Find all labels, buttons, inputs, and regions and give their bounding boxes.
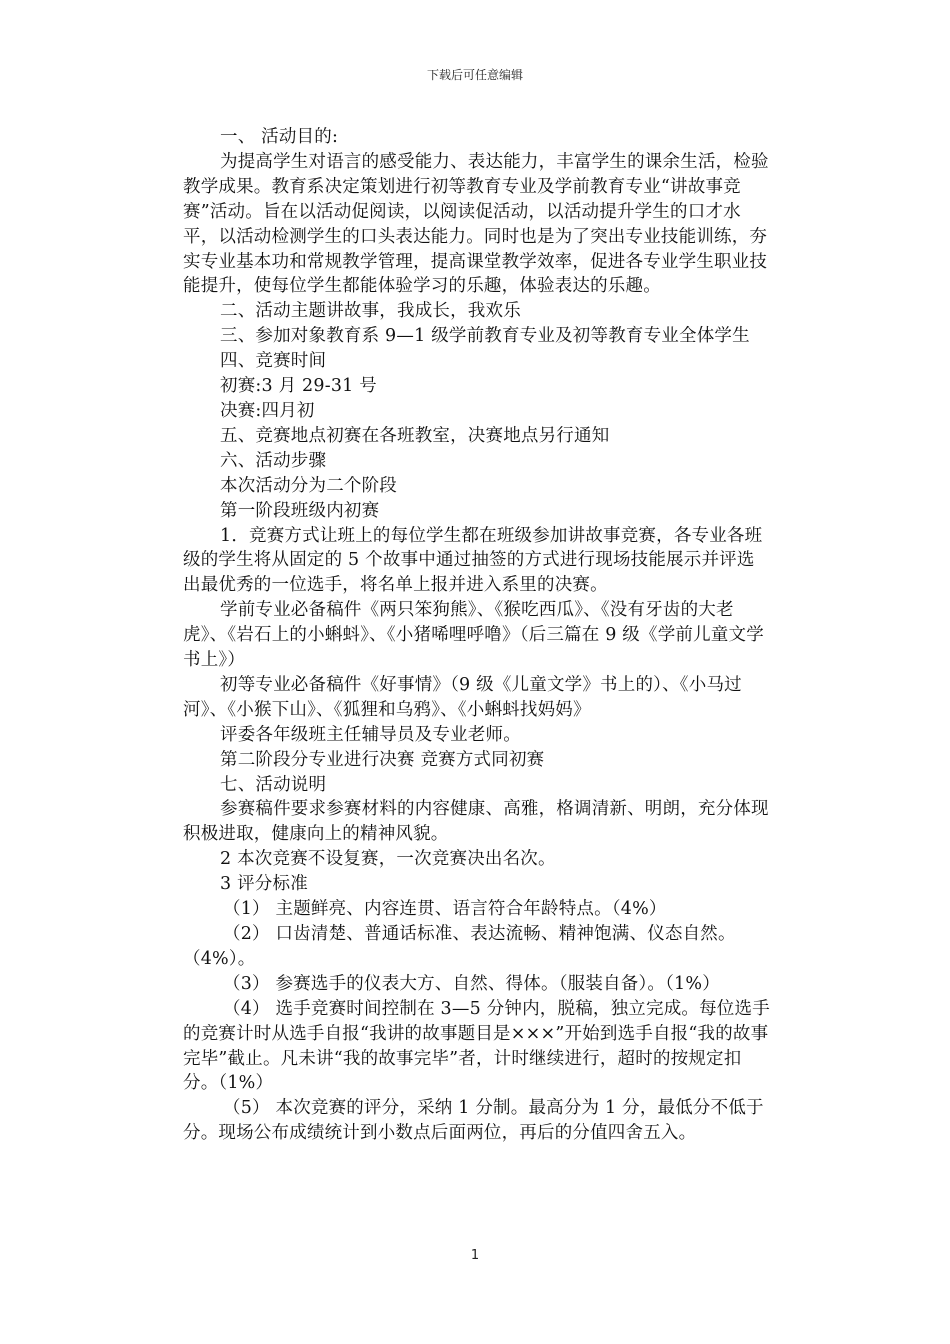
paragraph: 决赛:四月初 [220,400,315,421]
paragraph: 六、活动步骤 [220,450,327,471]
paragraph: 初等专业必备稿件《好事情》（9 级《儿童文学》书上的）、《小马过河》、《小猴下山》、《狐狸和乌鸦》、《小蝌蚪找妈妈》 [183,674,742,720]
paragraph: 二、活动主题讲故事，我成长，我欢乐 [220,301,521,322]
paragraph: 评委各年级班主任辅导员及专业老师。 [220,724,521,745]
paragraph: 学前专业必备稿件《两只笨狗熊》、《猴吃西瓜》、《没有牙齿的大老虎》、《岩石上的小蝌蚪》、《小猪唏哩呼噜》（后三篇在 9 级《学前儿童文学书上》） [183,600,764,671]
paragraph: （2） 口齿清楚、普通话标准、表达流畅、精神饱满、仪态自然。（4%）。 [183,924,736,969]
paragraph: 第二阶段分专业进行决赛 竞赛方式同初赛 [220,749,545,770]
paragraph: （4） 选手竞赛时间控制在 3—5 分钟内，脱稿，独立完成。每位选手的竞赛计时从选手自报“我讲的故事题目是×××”开始到选手自报“我的故事完毕”截止。凡未讲“我的故事完毕”者，计时继续进行，超时的按规定扣分。（1%） [183,998,770,1094]
paragraph: 初赛:3 月 29-31 号 [220,376,377,397]
paragraph: 2 本次竞赛不设复赛，一次竞赛决出名次。 [220,849,556,870]
paragraph: （5） 本次竞赛的评分，采纳 1 分制。最高分为 1 分，最低分不低于分。现场公布成绩统计到小数点后面两位，再后的分值四舍五入。 [183,1098,764,1144]
paragraph: 为提高学生对语言的感受能力、表达能力，丰富学生的课余生活，检验教学成果。教育系决定策划进行初等教育专业及学前教育专业“讲故事竞赛”活动。旨在以活动促阅读，以阅读促活动，以活动提升学生的口才水平，以活动检测学生的口头表达能力。同时也是为了突出专业技能训练，夯实专业基本功和常规教学管理，提高课堂教学效率，促进各专业学生职业技能提升，使每位学生都能体验学习的乐趣，体验表达的乐趣。 [183,151,769,297]
paragraph: 1．竞赛方式让班上的每位学生都在班级参加讲故事竞赛，各专业各班级的学生将从固定的 5 个故事中通过抽签的方式进行现场技能展示并评选出最优秀的一位选手，将名单上报并进入系里的决赛。 [183,525,763,596]
paragraph: 参赛稿件要求参赛材料的内容健康、高雅，格调清新、明朗，充分体现积极进取，健康向上的精神风貌。 [183,799,769,845]
paragraph: （3） 参赛选手的仪表大方、自然、得体。（服装自备）。（1%） [223,973,720,994]
document-body [183,125,771,1146]
paragraph: 五、竞赛地点初赛在各班教室，决赛地点另行通知 [220,425,610,446]
paragraph: 三、参加对象教育系 9—1 级学前教育专业及初等教育专业全体学生 [220,326,750,347]
paragraph: 一、 活动目的: [220,127,339,147]
paragraph: 本次活动分为二个阶段 [220,475,397,496]
paragraph: 第一阶段班级内初赛 [220,500,380,521]
paragraph: 3 评分标准 [220,874,308,895]
page-number: 1 [470,1248,480,1263]
page-header: 下载后可任意编辑 [426,68,523,82]
paragraph: 四、竞赛时间 [220,351,327,372]
paragraph: 七、活动说明 [220,774,327,795]
paragraph: （1） 主题鲜亮、内容连贯、语言符合年龄特点。（4%） [223,899,667,920]
